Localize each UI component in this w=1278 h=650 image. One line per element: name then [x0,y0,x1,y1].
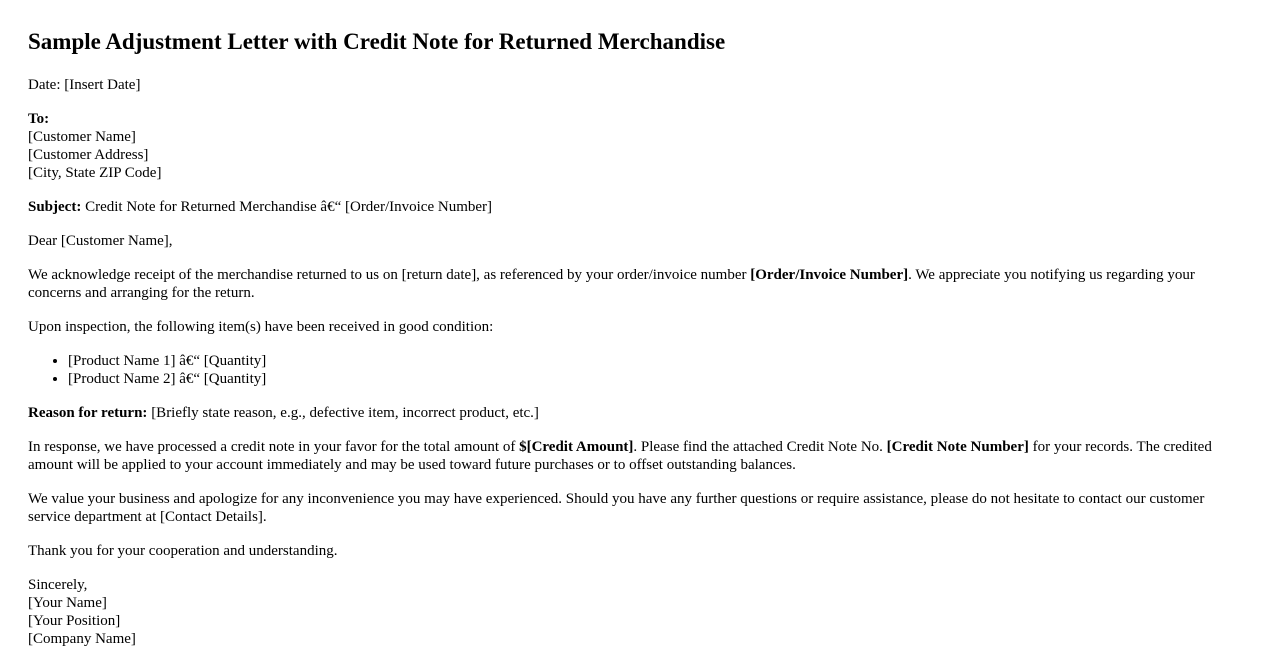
reason-label: Reason for return: [28,405,148,421]
credit-text-3: for your records. The credited amount will be applied to your account immediately and may be used toward future purchases or to offset outstanding balances. [28,439,1212,473]
acknowledgement-paragraph [28,266,1250,302]
inspection-paragraph: Upon inspection, the following item(s) have been received in good condition: [28,319,494,335]
apology-paragraph: We value your business and apologize for any inconvenience you may have experienced. Should you have any further questions or require assistance, please do not hesitate to contact our customer service department at [Contact Details]. [28,491,1205,525]
signature-block [28,576,1250,648]
recipient-address: [Customer Address] [28,147,149,163]
recipient-block [28,110,1250,182]
credit-amount-bold: $[Credit Amount] [519,439,634,455]
sender-company: [Company Name] [28,631,136,647]
sender-position: [Your Position] [28,613,121,629]
date-line: Date: [Insert Date] [28,77,141,93]
acknowledgement-text-end: . We appreciate you notifying us regarding your concerns and arranging for the return. [28,267,1195,301]
credit-text-1: In response, we have processed a credit note in your favor for the total amount of [28,439,520,455]
thanks-paragraph: Thank you for your cooperation and understanding. [28,543,338,559]
page-title: Sample Adjustment Letter with Credit Note for Returned Merchandise [28,29,726,54]
credit-text-2: . Please find the attached Credit Note No. [633,439,887,455]
credit-note-number-bold: [Credit Note Number] [886,439,1029,455]
reason-line [28,404,1250,422]
closing-word: Sincerely, [28,577,88,593]
items-list [28,352,1250,388]
subject-line [28,198,1250,216]
recipient-city: [City, State ZIP Code] [28,165,162,181]
sender-name: [Your Name] [28,595,107,611]
to-label: To: [28,111,50,127]
reason-text: [Briefly state reason, e.g., defective item, incorrect product, etc.] [147,405,539,421]
recipient-name: [Customer Name] [28,129,136,145]
list-item: • [Product Name 2] â€“ [Quantity] [68,370,1250,388]
greeting: Dear [Customer Name], [28,233,173,249]
subject-label: Subject: [28,199,82,215]
acknowledgement-text: We acknowledge receipt of the merchandise returned to us on [return date], as referenced by your order/invoice number [28,267,751,283]
credit-paragraph [28,438,1250,474]
subject-text: Credit Note for Returned Merchandise â€“ [Order/Invoice Number] [81,199,493,215]
list-item: • [Product Name 1] â€“ [Quantity] [68,352,1250,370]
order-number-bold: [Order/Invoice Number] [750,267,909,283]
